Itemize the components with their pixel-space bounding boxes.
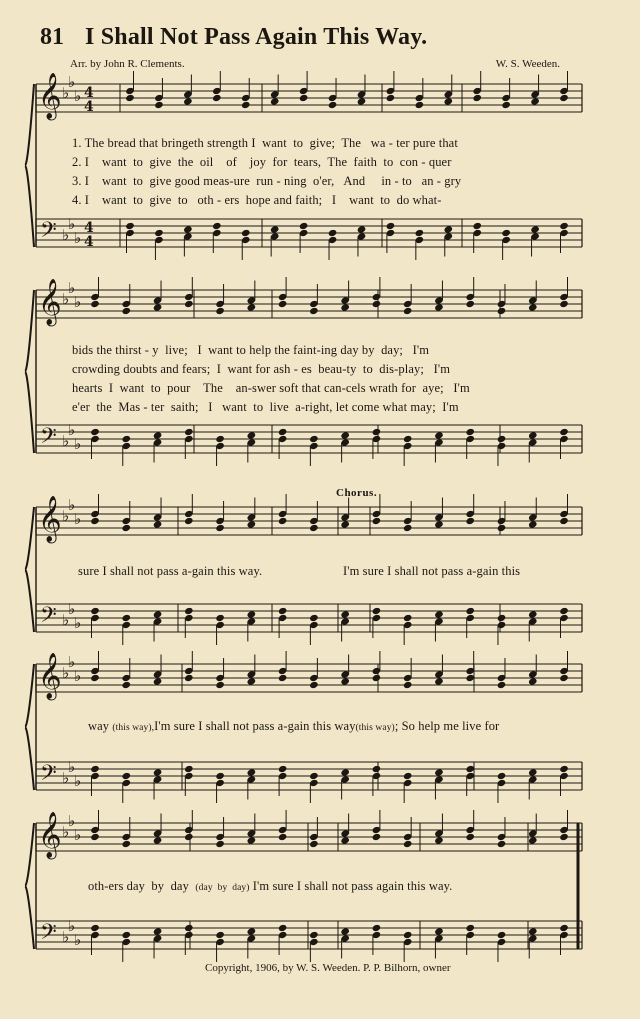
note-head — [530, 225, 540, 233]
note-head — [184, 428, 194, 436]
note-head — [528, 836, 538, 844]
flat-icon: ♭ — [74, 510, 82, 528]
note-head — [403, 772, 413, 780]
note-head — [559, 607, 569, 615]
note-head — [215, 931, 225, 939]
verse-2-line-2: crowding doubts and fears; I want for ash - es beau-ty to dis-play; I'm — [72, 362, 451, 376]
note-head — [121, 524, 131, 532]
flat-icon: ♭ — [74, 614, 82, 632]
note-head — [443, 225, 453, 233]
note-head — [497, 840, 507, 848]
note-head — [434, 610, 444, 618]
note-head — [559, 94, 569, 102]
note-head — [372, 300, 382, 308]
note-head — [121, 614, 131, 622]
note-head — [184, 300, 194, 308]
note-head — [299, 94, 309, 102]
note-head — [125, 222, 135, 230]
flat-icon: ♭ — [68, 917, 76, 935]
note-head — [90, 765, 100, 773]
note-head — [528, 927, 538, 935]
note-head — [247, 431, 257, 439]
flat-icon: ♭ — [74, 87, 82, 105]
bass-clef-icon: 𝄢 — [40, 603, 57, 633]
flat-icon: ♭ — [62, 664, 70, 682]
flat-icon: ♭ — [62, 611, 70, 629]
chorus-line-1: I'm sure I shall not pass a-gain this — [343, 564, 521, 578]
note-head — [328, 229, 338, 237]
note-head — [403, 524, 413, 532]
time-signature-bottom: 4 — [84, 99, 94, 115]
note-head — [559, 765, 569, 773]
brace — [25, 84, 34, 247]
note-head — [212, 222, 222, 230]
note-head — [309, 772, 319, 780]
time-signature-top: 4 — [84, 220, 94, 236]
note-head — [465, 924, 475, 932]
note-head — [215, 681, 225, 689]
note-head — [497, 524, 507, 532]
flat-icon: ♭ — [74, 667, 82, 685]
note-head — [215, 840, 225, 848]
note-head — [90, 833, 100, 841]
flat-icon: ♭ — [68, 421, 76, 439]
note-head — [434, 431, 444, 439]
flat-icon: ♭ — [74, 293, 82, 311]
note-head — [153, 520, 163, 528]
note-head — [90, 428, 100, 436]
note-head — [153, 768, 163, 776]
time-signature-bottom: 4 — [84, 234, 94, 250]
note-head — [184, 924, 194, 932]
note-head — [309, 524, 319, 532]
bass-clef-icon: 𝄢 — [40, 920, 57, 950]
note-head — [528, 431, 538, 439]
note-head — [559, 924, 569, 932]
note-head — [340, 520, 350, 528]
note-head — [559, 222, 569, 230]
note-head — [247, 927, 257, 935]
note-head — [497, 772, 507, 780]
note-head — [340, 431, 350, 439]
note-head — [90, 607, 100, 615]
flat-icon: ♭ — [62, 823, 70, 841]
note-head — [530, 97, 540, 105]
note-head — [559, 428, 569, 436]
chorus-line-3: oth-ers day by day (day by day) I'm sure I shall not pass again this way. — [88, 879, 453, 893]
note-head — [309, 307, 319, 315]
note-head — [465, 833, 475, 841]
note-head — [386, 94, 396, 102]
note-head — [278, 833, 288, 841]
note-head — [434, 836, 444, 844]
note-head — [528, 303, 538, 311]
flat-icon: ♭ — [74, 435, 82, 453]
flat-icon: ♭ — [68, 600, 76, 618]
note-head — [472, 94, 482, 102]
note-head — [497, 681, 507, 689]
note-head — [357, 97, 367, 105]
note-head — [340, 303, 350, 311]
note-head — [247, 520, 257, 528]
note-head — [403, 681, 413, 689]
note-head — [434, 520, 444, 528]
note-head — [528, 677, 538, 685]
note-head — [403, 840, 413, 848]
brace — [25, 290, 34, 453]
note-head — [278, 924, 288, 932]
note-head — [528, 520, 538, 528]
note-head — [153, 927, 163, 935]
note-head — [90, 674, 100, 682]
note-head — [184, 833, 194, 841]
flat-icon: ♭ — [68, 279, 76, 297]
note-head — [340, 677, 350, 685]
arranger-credit: Arr. by John R. Clements. — [70, 58, 185, 70]
note-head — [559, 300, 569, 308]
note-head — [528, 610, 538, 618]
note-head — [501, 101, 511, 109]
note-head — [215, 435, 225, 443]
note-head — [278, 674, 288, 682]
brace — [25, 507, 34, 632]
flat-icon: ♭ — [74, 826, 82, 844]
note-head — [434, 303, 444, 311]
verse-1-line-2: bids the thirst - y live; I want to help the faint-ing day by day; I'm — [72, 343, 430, 357]
hymn-number: 81 — [40, 24, 64, 50]
note-head — [372, 765, 382, 773]
note-head — [153, 677, 163, 685]
note-head — [247, 610, 257, 618]
note-head — [125, 94, 135, 102]
note-head — [340, 610, 350, 618]
note-head — [247, 768, 257, 776]
flat-icon: ♭ — [62, 928, 70, 946]
note-head — [184, 674, 194, 682]
note-head — [434, 927, 444, 935]
note-head — [153, 303, 163, 311]
note-head — [278, 517, 288, 525]
flat-icon: ♭ — [74, 772, 82, 790]
note-head — [403, 307, 413, 315]
flat-icon: ♭ — [62, 290, 70, 308]
note-head — [121, 772, 131, 780]
note-head — [465, 607, 475, 615]
bass-clef-icon: 𝄢 — [40, 424, 57, 454]
note-head — [183, 225, 193, 233]
note-head — [121, 307, 131, 315]
flat-icon: ♭ — [68, 812, 76, 830]
note-head — [184, 765, 194, 773]
flat-icon: ♭ — [68, 496, 76, 514]
note-head — [247, 303, 257, 311]
note-head — [465, 300, 475, 308]
treble-clef-icon: 𝄞 — [38, 653, 62, 699]
flat-icon: ♭ — [62, 769, 70, 787]
note-head — [434, 768, 444, 776]
note-head — [372, 674, 382, 682]
flat-icon: ♭ — [68, 758, 76, 776]
note-head — [241, 101, 251, 109]
note-head — [372, 833, 382, 841]
note-head — [270, 225, 280, 233]
note-head — [497, 614, 507, 622]
note-head — [212, 94, 222, 102]
flat-icon: ♭ — [62, 507, 70, 525]
flat-icon: ♭ — [74, 931, 82, 949]
note-head — [270, 97, 280, 105]
note-head — [90, 300, 100, 308]
note-head — [247, 677, 257, 685]
flat-icon: ♭ — [68, 73, 76, 91]
note-head — [340, 768, 350, 776]
note-head — [372, 924, 382, 932]
note-head — [472, 222, 482, 230]
note-head — [328, 101, 338, 109]
note-head — [153, 836, 163, 844]
note-head — [559, 833, 569, 841]
note-head — [340, 836, 350, 844]
note-head — [247, 836, 257, 844]
note-head — [403, 614, 413, 622]
note-head — [434, 677, 444, 685]
treble-clef-icon: 𝄞 — [38, 496, 62, 542]
note-head — [340, 927, 350, 935]
verse-4-line-1: 4. I want to give to oth - ers hope and faith; I want to do what- — [72, 193, 442, 207]
flat-icon: ♭ — [62, 84, 70, 102]
note-head — [184, 517, 194, 525]
treble-clef-icon: 𝄞 — [38, 73, 62, 119]
chorus-line-2: way (this way),I'm sure I shall not pass a-gain this way(this way); So help me live for — [88, 719, 500, 733]
note-head — [415, 229, 425, 237]
time-signature-top: 4 — [84, 85, 94, 101]
note-head — [309, 435, 319, 443]
composer-credit: W. S. Weeden. — [495, 58, 560, 70]
bass-clef-icon: 𝄢 — [40, 218, 57, 248]
note-head — [183, 97, 193, 105]
note-head — [528, 768, 538, 776]
note-head — [215, 524, 225, 532]
note-head — [497, 307, 507, 315]
note-head — [403, 931, 413, 939]
flat-icon: ♭ — [68, 215, 76, 233]
note-head — [415, 101, 425, 109]
note-head — [372, 517, 382, 525]
note-head — [309, 840, 319, 848]
note-head — [559, 674, 569, 682]
note-head — [241, 229, 251, 237]
note-head — [154, 229, 164, 237]
note-head — [215, 614, 225, 622]
note-head — [90, 924, 100, 932]
note-head — [153, 610, 163, 618]
note-head — [501, 229, 511, 237]
note-head — [184, 607, 194, 615]
note-head — [357, 225, 367, 233]
note-head — [121, 435, 131, 443]
note-head — [299, 222, 309, 230]
note-head — [386, 222, 396, 230]
verse-2-line-1: 2. I want to give the oil of joy for tears, The faith to con - quer — [72, 155, 452, 169]
brace — [25, 823, 34, 949]
brace — [25, 664, 34, 790]
verse-3-line-2: hearts I want to pour The an-swer soft that can-cels wrath for aye; I'm — [72, 381, 470, 395]
note-head — [497, 435, 507, 443]
note-head — [153, 431, 163, 439]
note-head — [465, 428, 475, 436]
note-head — [465, 517, 475, 525]
note-head — [497, 931, 507, 939]
note-head — [309, 614, 319, 622]
note-head — [443, 97, 453, 105]
note-head — [121, 840, 131, 848]
note-head — [278, 428, 288, 436]
note-head — [559, 517, 569, 525]
treble-clef-icon: 𝄞 — [38, 279, 62, 325]
note-head — [121, 931, 131, 939]
note-head — [278, 300, 288, 308]
note-head — [215, 772, 225, 780]
verse-1-line-1: 1. The bread that bringeth strength I want to give; The wa - ter pure that — [72, 136, 458, 150]
note-head — [372, 428, 382, 436]
chorus-label: Chorus. — [336, 487, 378, 499]
note-head — [121, 681, 131, 689]
note-head — [154, 101, 164, 109]
flat-icon: ♭ — [74, 229, 82, 247]
hymn-title: I Shall Not Pass Again This Way. — [85, 24, 428, 50]
verse-4-line-2: e'er the Mas - ter saith; I want to live a-right, let come what may; I'm — [72, 400, 459, 414]
flat-icon: ♭ — [62, 432, 70, 450]
note-head — [372, 607, 382, 615]
note-head — [90, 517, 100, 525]
bass-clef-icon: 𝄢 — [40, 761, 57, 791]
note-head — [403, 435, 413, 443]
flat-icon: ♭ — [62, 226, 70, 244]
note-head — [309, 681, 319, 689]
verse-3-line-1: 3. I want to give good meas-ure run - ning o'er, And in - to an - gry — [72, 174, 462, 188]
treble-clef-icon: 𝄞 — [38, 812, 62, 858]
note-head — [278, 607, 288, 615]
note-head — [215, 307, 225, 315]
flat-icon: ♭ — [68, 653, 76, 671]
verse-line-3: sure I shall not pass a-gain this way. — [78, 564, 263, 578]
copyright-notice: Copyright, 1906, by W. S. Weeden. P. P. Bilhorn, owner — [205, 962, 451, 974]
note-head — [309, 931, 319, 939]
note-head — [278, 765, 288, 773]
